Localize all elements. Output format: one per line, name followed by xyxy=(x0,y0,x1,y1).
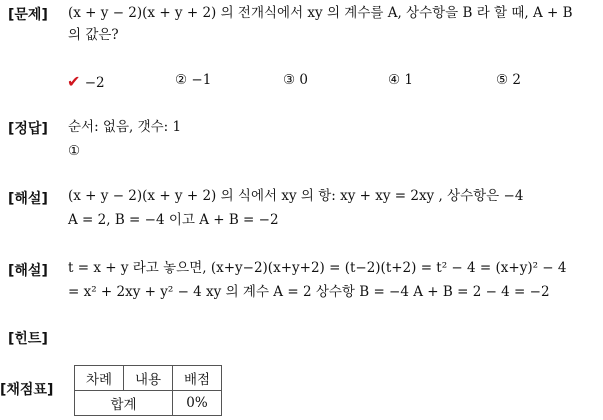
answer-label: [정답] xyxy=(8,121,48,137)
choice-1[interactable] xyxy=(67,72,105,91)
solution-2-line-1: t = x + y 라고 놓으면, (x+y−2)(x+y+2) = (t−2)(t+2) = t² − 4 = (x+y)² − 4 xyxy=(68,260,567,276)
solution-2-line-2: = x² + 2xy + y² − 4 xy 의 계수 A = 2 상수항 B = −4 A + B = 2 − 4 = −2 xyxy=(68,284,550,300)
rubric-header-row xyxy=(75,366,222,391)
rubric-total-label: 합계 xyxy=(75,391,173,416)
choice-4-text: 1 xyxy=(404,72,413,88)
choice-5-mark: ⑤ xyxy=(496,72,509,88)
rubric-total-row xyxy=(75,391,222,416)
solution-2-label: [해설] xyxy=(8,263,48,279)
solution-1-line-2: A = 2, B = −4 이고 A + B = −2 xyxy=(68,212,279,228)
choice-1-text: −2 xyxy=(84,75,105,91)
rubric-header-content: 내용 xyxy=(124,366,173,391)
rubric-header-points: 배점 xyxy=(173,366,222,391)
choice-2-mark: ② xyxy=(175,72,188,88)
rubric-label: [채점표] xyxy=(0,382,54,398)
choice-3-text: 0 xyxy=(299,72,308,88)
choice-3-mark: ③ xyxy=(283,72,296,88)
rubric-total-value: 0% xyxy=(173,391,222,416)
check-mark-icon: ✔ xyxy=(67,72,81,91)
rubric-table xyxy=(74,365,222,416)
choice-3[interactable] xyxy=(283,72,308,88)
problem-line-1: (x + y − 2)(x + y + 2) 의 전개식에서 xy 의 계수를 A, 상수항을 B 라 할 때, A + B xyxy=(68,5,573,21)
choice-4-mark: ④ xyxy=(388,72,401,88)
problem-label: [문제] xyxy=(8,7,48,23)
hint-label: [힌트] xyxy=(8,331,48,347)
rubric-header-order: 차례 xyxy=(75,366,124,391)
problem-line-2: 의 값은? xyxy=(68,27,119,43)
answer-line-1: 순서: 없음, 갯수: 1 xyxy=(68,119,182,135)
solution-1-line-1: (x + y − 2)(x + y + 2) 의 식에서 xy 의 항: xy + xy = 2xy , 상수항은 −4 xyxy=(68,188,524,204)
choice-2-text: −1 xyxy=(191,72,212,88)
solution-1-label: [해설] xyxy=(8,191,48,207)
choice-2[interactable] xyxy=(175,72,211,88)
choice-5-text: 2 xyxy=(512,72,521,88)
answer-line-2: ① xyxy=(68,143,81,159)
choice-4[interactable] xyxy=(388,72,413,88)
choice-5[interactable] xyxy=(496,72,521,88)
